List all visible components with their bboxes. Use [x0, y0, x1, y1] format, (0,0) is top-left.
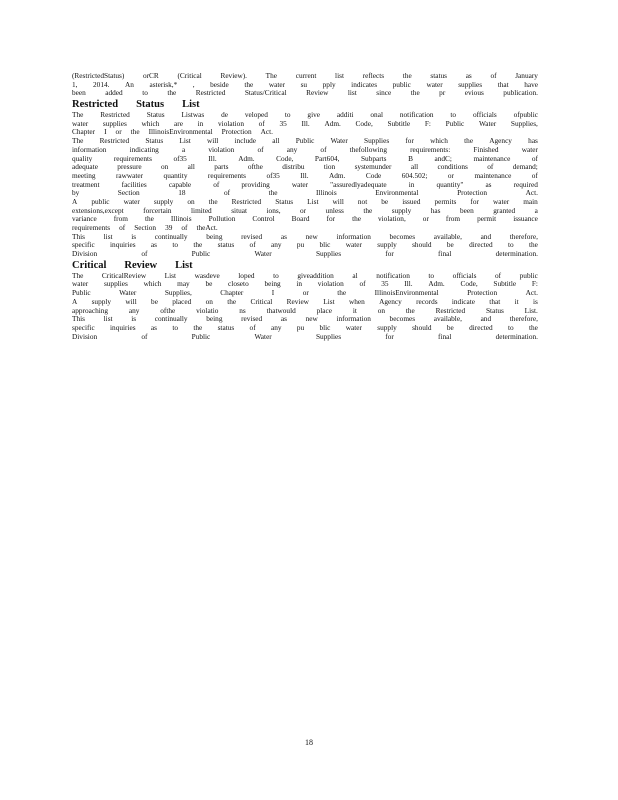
text-line: This list is continually being revised as new information becomes available, and therefore, — [72, 314, 538, 324]
text-line: Division of Public Water Supplies for final determination. — [72, 249, 538, 259]
text-line: specific inquiries as to the status of any pu blic water supply should be directed to the — [72, 322, 538, 332]
text-line: adequate pressure on all parts ofthe distribu tion systemunder all conditions of demand; — [72, 162, 538, 172]
heading-word: Critical — [72, 259, 107, 271]
text-line: A supply will be placed on the Critical Review List when Agency records indicate that it is — [72, 296, 538, 306]
text-line: A public water supply on the Restricted Status List will not be issued permits for water main — [72, 196, 538, 206]
text-line: 1, 2014. An asterisk,* , beside the water su pply indicates public water supplies that have — [72, 79, 538, 89]
text-line: The Restricted Status Listwas de veloped to give additi onal notification to officials ofpublic — [72, 110, 538, 120]
text-line: treatment facilities capable of providing water "assuredlyadequate in quantity" as required — [72, 179, 538, 189]
heading-word: Restricted — [72, 99, 119, 111]
text-line: This list is continually being revised as new information becomes available, and therefore, — [72, 231, 538, 241]
restricted-status-heading — [72, 99, 538, 111]
text-line: been added to the Restricted Status/Critical Review list since the pr evious publication. — [72, 88, 538, 98]
page-number: 18 — [305, 738, 313, 747]
text-line: meeting rawwater quantity requirements of35 Ill. Adm. Code 604.502; or maintenance of — [72, 170, 538, 180]
text-line: Public Water Supplies, Chapter I or the IllinoisEnvironmental Protection Act. — [72, 288, 538, 298]
text-line: (RestrictedStatus) orCR (Critical Review). The current list reflects the status as of January — [72, 71, 538, 80]
intro-paragraph — [72, 72, 538, 98]
heading-word: Status — [136, 99, 165, 111]
text-line: Chapter I or the IllinoisEnvironmental Protection Act. — [72, 127, 273, 137]
heading-word: Review — [124, 259, 158, 271]
text-line: water supplies which are in violation of 35 Ill. Adm. Code, Subtitle F: Public Water Supplies, — [72, 118, 538, 128]
heading-word: List — [175, 259, 193, 271]
critical-review-heading — [72, 260, 538, 272]
text-line: water supplies which may be closeto being in violation of 35 Ill. Adm. Code, Subtitle F: — [72, 279, 538, 289]
text-line: The Restricted Status List will include all Public Water Supplies for which the Agency has — [72, 136, 538, 146]
text-line: specific inquiries as to the status of any pu blic water supply should be directed to the — [72, 240, 538, 250]
heading-word: List — [182, 99, 200, 111]
text-line: extensions,except forcertain limited situat ions, or unless the supply has been granted a — [72, 205, 538, 215]
document-page — [72, 72, 538, 341]
text-line: approaching any ofthe violatio ns thatwould place it on the Restricted Status List. — [72, 305, 538, 315]
text-line: requirements of Section 39 of theAct. — [72, 223, 218, 232]
text-line: variance from the Illinois Pollution Control Board for the violation, or from permit issuance — [72, 214, 538, 224]
text-line: Division of Public Water Supplies for final determination. — [72, 331, 538, 341]
text-line: quality requirements of35 Ill. Adm. Code, Part604, Subparts B andC; maintenance of — [72, 153, 538, 163]
critical-review-body — [72, 272, 538, 342]
text-line: by Section 18 of the Illinois Environmental Protection Act. — [72, 188, 538, 198]
text-line: information indicating a violation of any of thefollowing requirements: Finished water — [72, 144, 538, 154]
restricted-status-body — [72, 111, 538, 259]
text-line: The CriticalReview List wasdeve loped to giveaddition al notification to officials of public — [72, 270, 538, 280]
